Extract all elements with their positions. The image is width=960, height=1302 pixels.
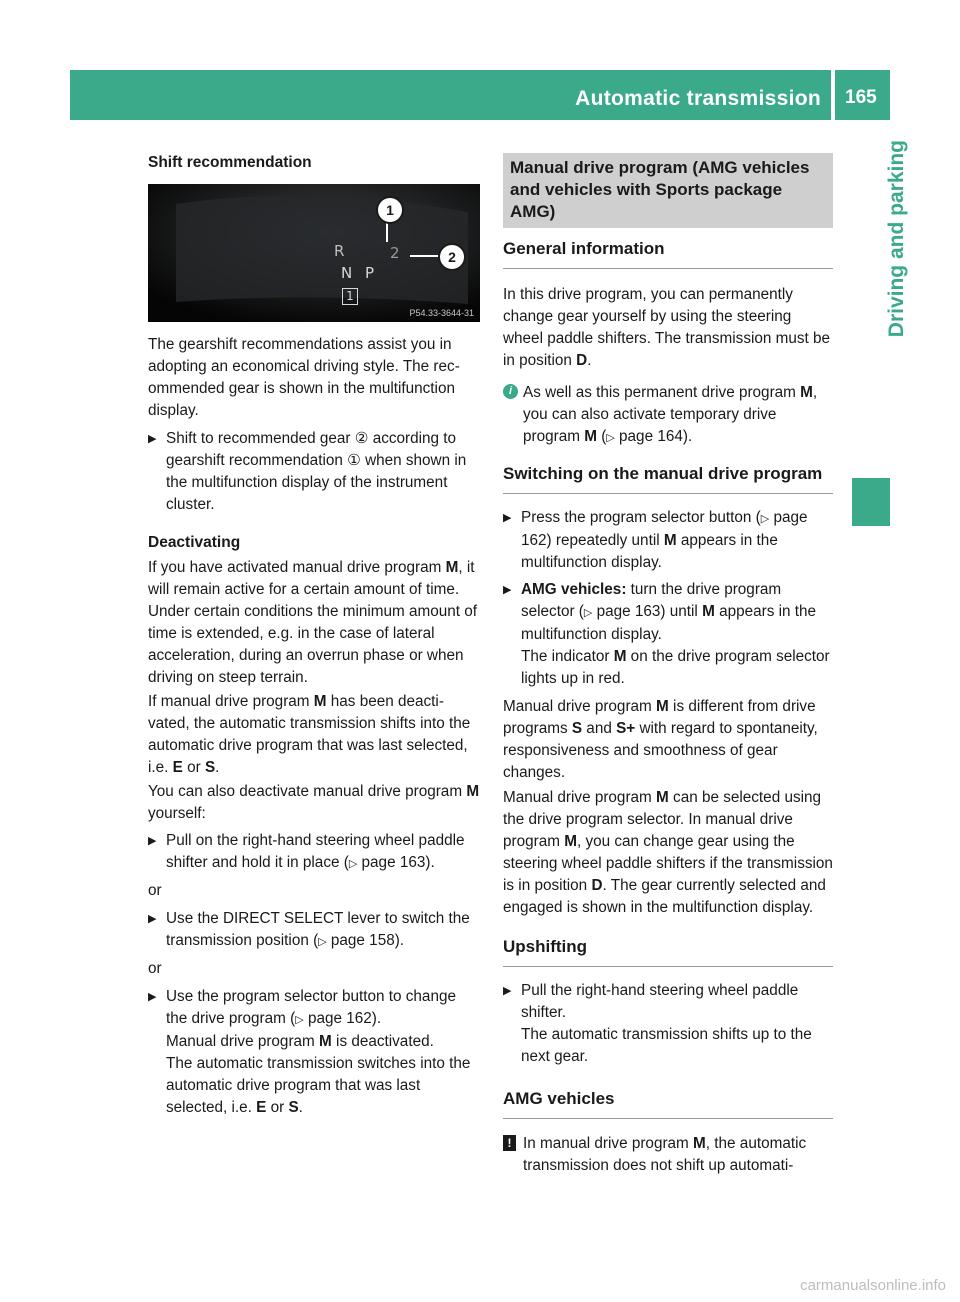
text: You can also deactivate manual drive program [148,783,467,800]
step-text: according to gearshift recommendation [166,430,457,469]
amg-vehicles-heading: AMG vehicles [503,1088,833,1119]
step-arrow-icon: ▶ [148,913,157,925]
instrument-cluster-photo [148,184,480,322]
step-arrow-icon: ▶ [503,584,512,596]
text: The indicator [521,648,614,665]
mode-m: M [584,428,597,445]
mode-m: M [702,603,715,620]
step-text: Shift to recommended gear [166,430,355,447]
or-separator: or [148,882,162,899]
mode-e: E [172,759,183,776]
page-ref-icon: ▷ [583,607,593,619]
step-arrow-icon: ▶ [503,512,512,524]
text: Press the program selector button ( [521,509,761,526]
mode-e: E [256,1099,267,1116]
text: , the automatic transmission does not shift up automati- [523,1135,807,1174]
info-icon: i [503,384,518,399]
text: , you can also activate temporary drive program [523,384,818,445]
paragraph-deactivating [148,557,480,689]
mode-s: S [571,720,583,737]
mode-m: M [800,384,813,401]
step-press-selector [503,507,833,574]
page-ref-icon: ▷ [760,513,770,525]
text: or [182,759,205,776]
text: Manual drive program [166,1033,320,1050]
page-number-box [835,70,890,120]
paragraph-manual-selection [503,787,833,919]
text: The automatic transmission shifts up to the next gear. [521,1026,812,1065]
mode-d: D [576,352,588,369]
section-title: Automatic transmission [575,87,821,110]
text: or [266,1099,289,1116]
gear-mode-box: 1 [342,288,358,305]
text: In this drive program, you can permanently change gear yourself by using the steering wheel paddle shifters. The transmission must be in position [503,286,831,369]
mode-m: M [466,783,480,800]
text: with regard to spontaneity, responsiveness and smoothness of gear changes. [503,720,818,781]
photo-reference-code: P54.33-3644-31 [409,308,474,318]
shift-recommendation-heading: Shift recommendation [148,154,312,171]
text: . The gear currently selected and engaged is shown in the multifunction display. [503,877,826,916]
info-note [503,382,833,449]
text: Use the program selector button to change the drive program ( [166,988,456,1027]
mode-s: S [288,1099,299,1116]
right-column [503,153,833,1177]
page-ref-link[interactable]: page 158). [326,932,405,949]
step-arrow-icon: ▶ [148,433,157,445]
text: can be selected using the drive program selector. In manual drive program [503,789,822,850]
text: is deactivated. [331,1033,434,1050]
text: As well as this permanent drive program [523,384,801,401]
text: , you can change gear using the steering wheel paddle shifters if the transmission is in position [503,833,833,894]
step-arrow-icon: ▶ [148,835,157,847]
text: Use the DIRECT SELECT lever to switch the transmission position ( [166,910,470,949]
step-pull-right-paddle [503,980,833,1068]
text: . [298,1099,303,1116]
text: on the drive program selector lights up in red. [521,648,830,687]
mode-m: M [319,1033,332,1050]
manual-program-title-box: Manual drive program (AMG vehicles and vehicles with Sports package AMG) [503,153,833,228]
mode-m: M [613,648,627,665]
warning-icon: ! [503,1135,516,1151]
gear-np-label: N P [341,264,379,282]
general-info-heading: General information [503,238,833,269]
text: and [582,720,617,737]
switching-on-heading: Switching on the manual drive program [503,463,833,494]
page-ref-icon: ▷ [295,1014,304,1026]
paragraph-general-info [503,284,833,372]
left-column-body [148,334,480,1119]
recommended-gear-number: 2 [390,244,400,262]
text: is different from drive programs [503,698,816,737]
deactivating-heading: Deactivating [148,534,241,551]
page-ref-link[interactable]: page 162) repeatedly until [521,509,808,549]
text: turn the drive program selector ( [521,581,782,620]
step-pull-paddle [148,830,480,875]
paragraph-gearshift-assist: The gearshift recommendations assist you in adopting an economical driving style. The recommended gear is shown in the multifunction display. [148,336,460,419]
text: appears in the multifunction display. [521,603,817,643]
text: , it will remain active for a certain amount of time. Under certain conditions the minimum amount of time is extended, e.g. in the case of lateral acceleration, during an overrun phase or when driving on steep terrain. [148,559,478,686]
paragraph-deactivate-yourself [148,781,480,825]
mode-m: M [313,693,327,710]
step-direct-select [148,908,480,953]
chapter-title: Driving and parking [885,140,908,338]
text: . [215,759,220,776]
mode-s-plus: S+ [616,720,636,737]
paragraph-deactivated-shift [148,691,480,779]
callout-2: 2 [438,243,466,271]
text: If you have activated manual drive program [148,559,446,576]
text: . [587,352,592,369]
cluster-display-svg [148,184,480,322]
step-text: when shown in the multifunction display of the instrument cluster. [166,452,467,513]
page-ref-link[interactable]: page 162). [303,1010,382,1027]
page-number: 165 [845,87,877,108]
paragraph-program-differences [503,696,833,784]
text: Manual drive program [503,698,657,715]
text: ( [596,428,607,445]
text: Pull the right-hand steering wheel paddle shifter. [521,982,799,1021]
step-arrow-icon: ▶ [148,991,157,1003]
section-header-bar [70,70,831,120]
callout-1: 1 [376,196,404,224]
text: appears in the multifunction display. [521,532,778,571]
text: In manual drive program [523,1135,694,1152]
callout-2-ref: ② [354,430,369,447]
text: yourself: [148,805,206,822]
step-arrow-icon: ▶ [503,985,512,997]
mode-s: S [204,759,216,776]
mode-m: M [656,789,669,806]
page-ref-link[interactable]: page 163) until [592,603,703,620]
page-ref-link[interactable]: page 164). [614,428,693,445]
mode-d: D [591,877,603,894]
chapter-marker [852,478,890,526]
mode-m: M [564,833,577,850]
page-ref-icon: ▷ [318,936,327,948]
chapter-side-tab [852,140,908,440]
text: has been deactivated, the automatic transmission shifts into the automatic drive program that was last selected, i.e. [148,693,471,776]
watermark-text: carmanualsonline.info [800,1277,946,1294]
mode-m: M [656,698,669,715]
mode-m: M [693,1135,706,1152]
gear-r-label: R [334,242,345,260]
step-program-selector [148,986,480,1119]
page-ref-link[interactable]: page 163). [357,854,435,871]
mode-m: M [663,532,677,549]
callout-1-ref: ① [347,452,361,469]
upshifting-heading: Upshifting [503,936,833,967]
text: If manual drive program [148,693,314,710]
page-ref-icon: ▷ [348,858,358,870]
page-ref-icon: ▷ [606,432,615,444]
or-separator: or [148,960,162,977]
warning-note [503,1133,833,1177]
step-amg-selector [503,579,833,690]
text: Manual drive program [503,789,657,806]
text: Pull on the right-hand steering wheel paddle shifter and hold it in place ( [166,832,465,871]
step-shift-recommended [148,428,480,516]
text: The automatic transmission switches into the automatic drive program that was last selected, i.e. [166,1055,471,1116]
amg-label: AMG vehicles: [521,581,627,598]
mode-m: M [445,559,459,576]
